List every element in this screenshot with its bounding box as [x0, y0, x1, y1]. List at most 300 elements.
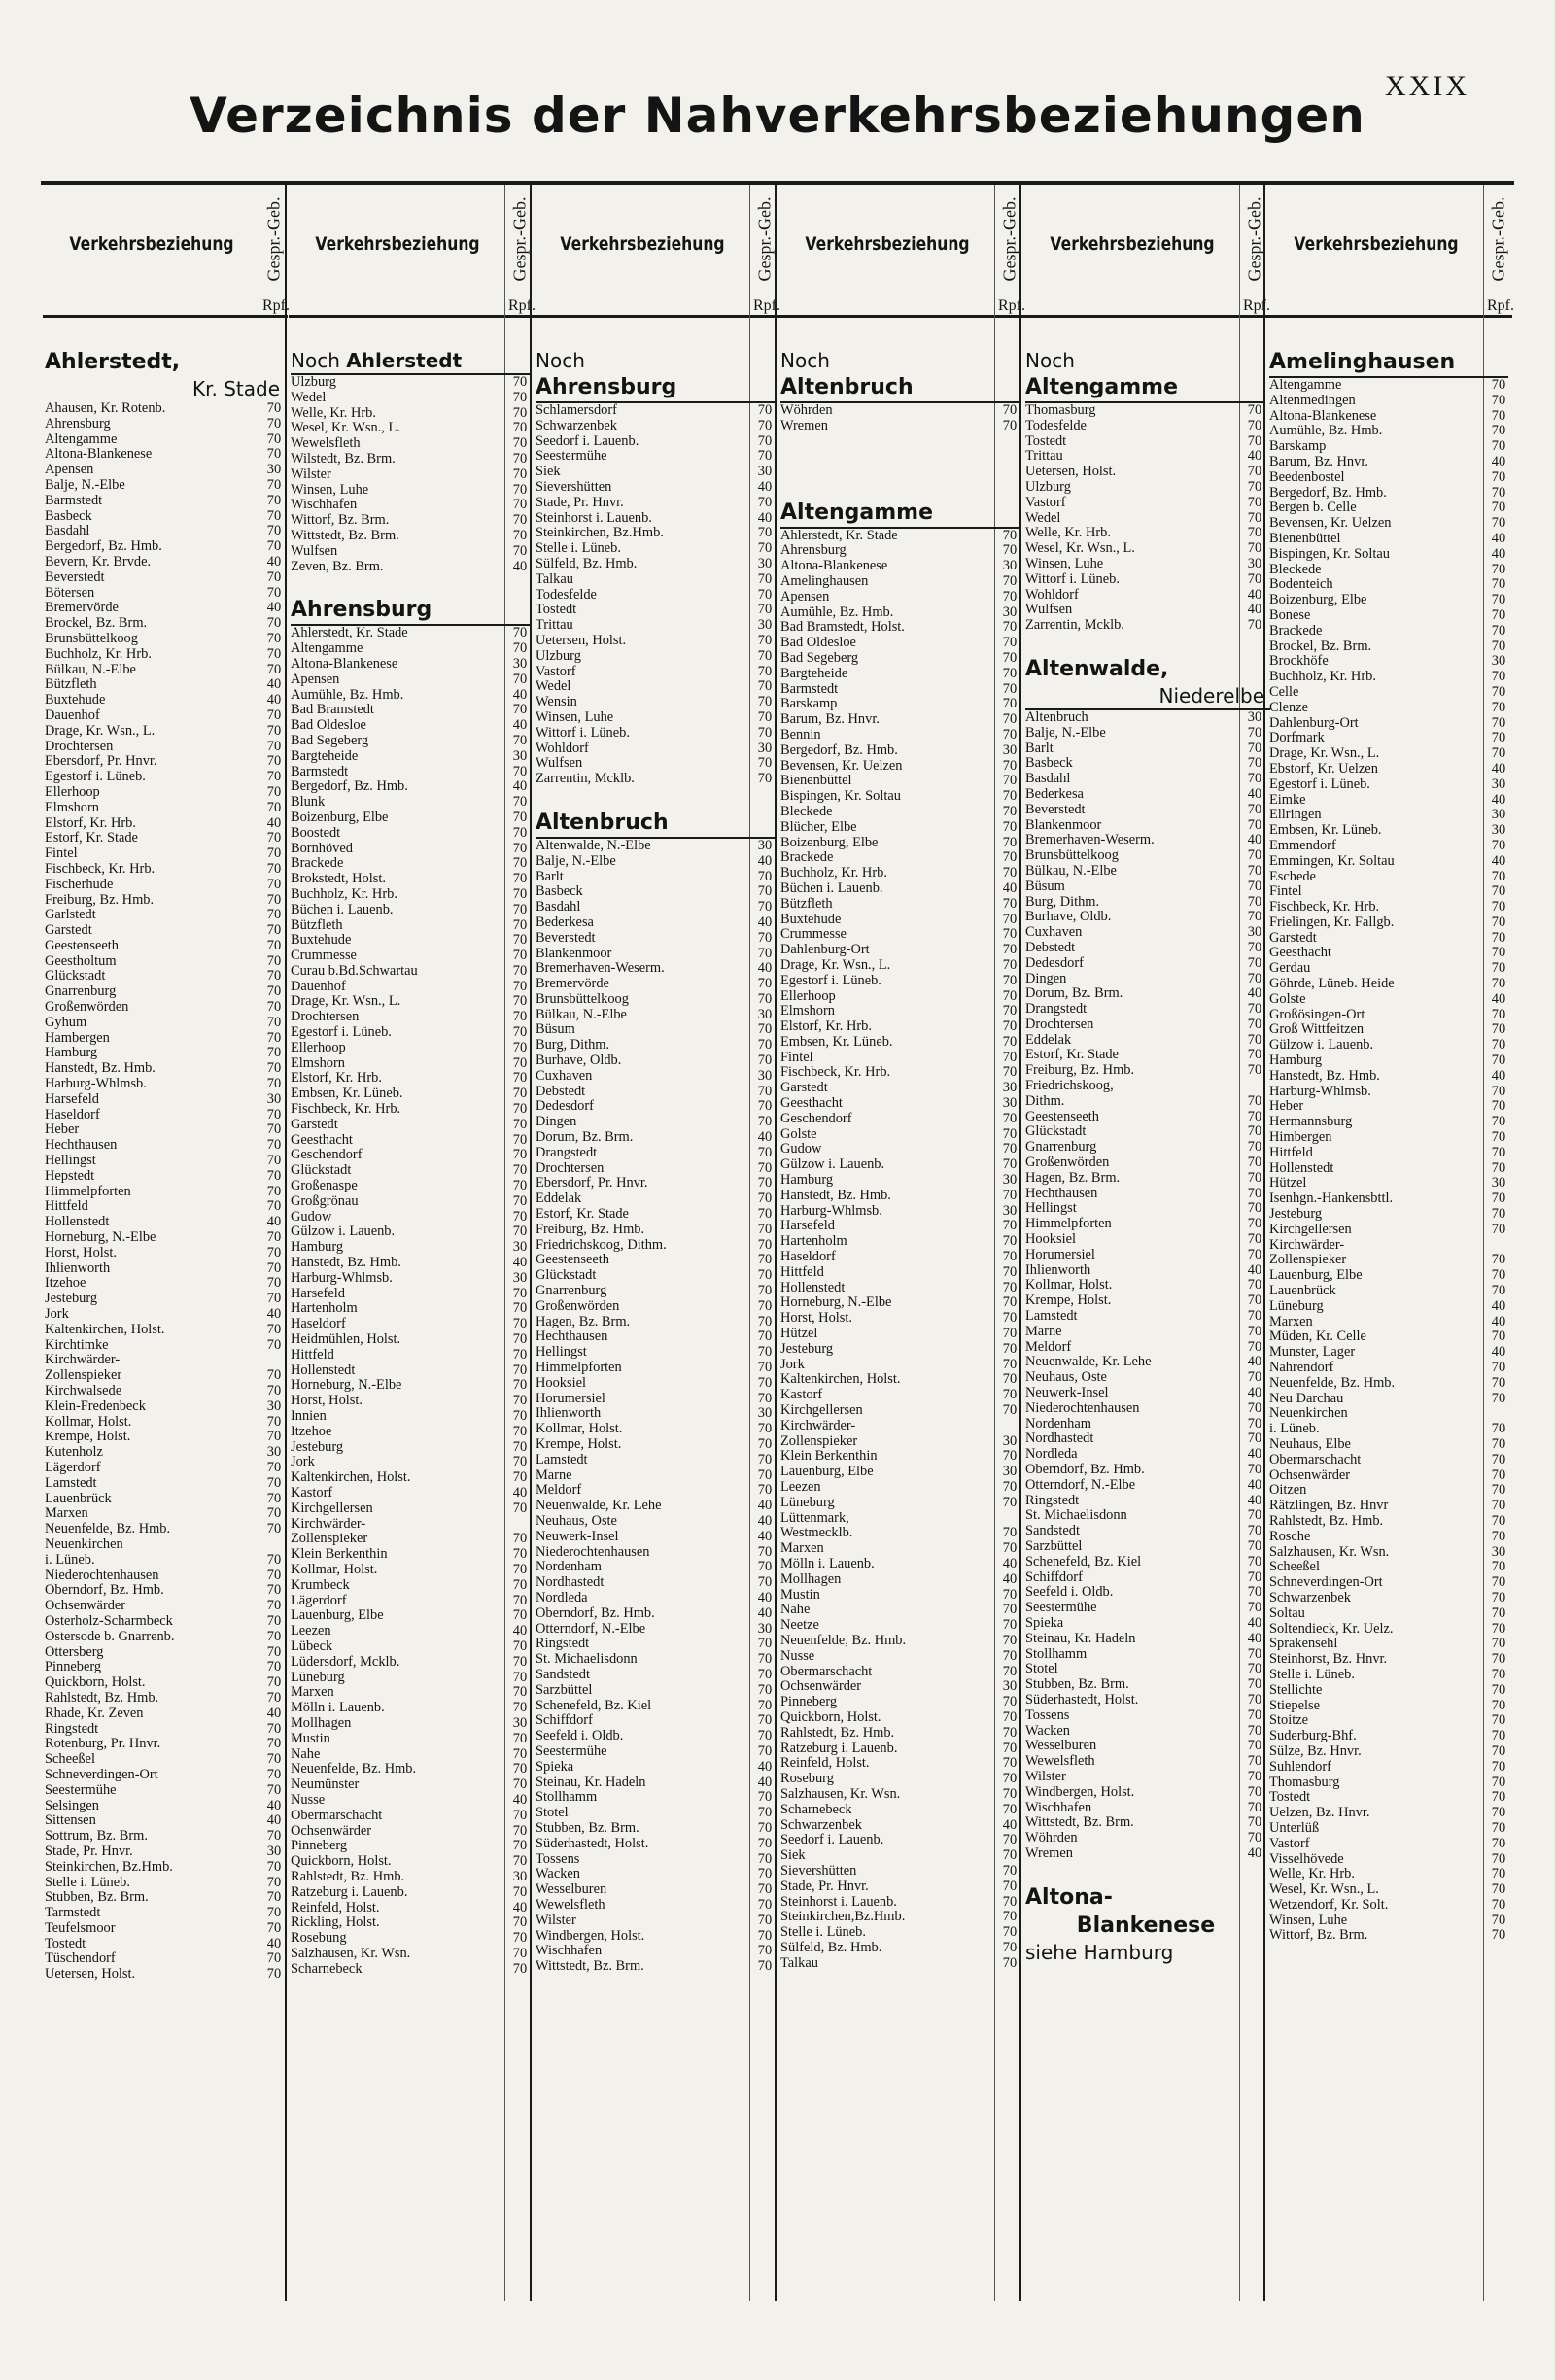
destination-name: Großenaspe [291, 1179, 358, 1194]
destination-name: Gülzow i. Lauenb. [1269, 1038, 1374, 1053]
destination-name: Wewelsfleth [1025, 1754, 1095, 1770]
list-item [1269, 1898, 1510, 1914]
list-item [536, 1606, 777, 1622]
place-subheading: Kr. Stade [191, 377, 280, 400]
list-item [1025, 557, 1266, 572]
fee-value: 40 [757, 852, 773, 869]
list-item [1025, 1815, 1266, 1831]
destination-name: Neuhaus, Oste [1025, 1370, 1107, 1386]
list-item [45, 693, 286, 708]
fee-value: 70 [757, 1236, 773, 1253]
directory-column [780, 348, 1021, 1972]
fee-value: 70 [1002, 1847, 1018, 1864]
destination-name: Zarrentin, Mcklb. [536, 772, 635, 787]
list-item [1269, 1776, 1510, 1791]
list-item [780, 1449, 1021, 1465]
destination-name: Apensen [291, 672, 340, 687]
destination-name: Heber [45, 1122, 80, 1138]
fee-value: 40 [757, 914, 773, 930]
destination-name: Lägerdorf [291, 1593, 347, 1608]
fee-value: 70 [1491, 1451, 1506, 1467]
destination-name: Apensen [45, 463, 94, 478]
destination-name: Brunsbüttelkoog [536, 991, 629, 1007]
fee-value: 40 [1247, 586, 1262, 603]
list-item [291, 795, 532, 811]
list-item [45, 1445, 286, 1461]
fee-value: 70 [757, 570, 773, 587]
fee-value: 30 [757, 617, 773, 634]
destination-name: Wischhafen [291, 498, 358, 513]
list-item [1025, 1846, 1266, 1862]
list-item [1269, 593, 1510, 608]
list-item [45, 754, 286, 770]
destination-name: Buchholz, Kr. Hrb. [780, 866, 887, 881]
destination-name: Kirchtimke [45, 1337, 109, 1353]
fee-value: 70 [1491, 1636, 1506, 1652]
list-item [1025, 1187, 1266, 1202]
destination-name: Barum, Bz. Hnvr. [1269, 454, 1368, 469]
list-item [45, 1967, 286, 1983]
destination-name: Bonese [1269, 607, 1311, 623]
destination-name: Rosebung [291, 1931, 347, 1947]
destination-name: Dorfmark [1269, 731, 1325, 746]
fee-value: 70 [266, 999, 282, 1016]
list-item [780, 850, 1021, 866]
list-item [780, 1880, 1021, 1895]
fee-value: 70 [266, 1413, 282, 1430]
fee-value: 70 [512, 640, 528, 657]
fee-value: 70 [266, 538, 282, 555]
fee-value: 70 [266, 1612, 282, 1629]
unit-label: Rpf. [1487, 297, 1514, 314]
fee-value: 70 [1247, 740, 1262, 756]
list-item [1269, 439, 1510, 455]
fee-value: 70 [757, 1466, 773, 1483]
fee-value: 40 [1247, 832, 1262, 848]
fee-value: 70 [1247, 1323, 1262, 1339]
destination-name: Steinau, Kr. Hadeln [536, 1775, 646, 1790]
destination-name: Elmshorn [780, 1004, 835, 1019]
fee-value: 70 [1491, 1835, 1506, 1851]
fee-value: 70 [1491, 407, 1506, 424]
fee-value: 70 [757, 1896, 773, 1913]
fee-value: 70 [1247, 1600, 1262, 1616]
column-header-label: Verkehrsbeziehung [805, 233, 970, 255]
fee-value: 70 [266, 707, 282, 723]
list-item [780, 1925, 1021, 1941]
fee-value: 70 [512, 542, 528, 559]
list-item [291, 1240, 532, 1256]
fee-value: 30 [757, 1067, 773, 1084]
fee-value: 70 [512, 901, 528, 917]
destination-name: Basdahl [1025, 772, 1071, 787]
destination-name: Winsen, Luhe [536, 709, 614, 725]
list-item [291, 688, 532, 704]
fee-value: 70 [1247, 816, 1262, 833]
destination-name: Stoitze [1269, 1713, 1308, 1729]
fee-value: 70 [1002, 942, 1018, 958]
list-item [1269, 1668, 1510, 1683]
destination-name: Fischbeck, Kr. Hrb. [780, 1065, 891, 1081]
list-item [45, 1016, 286, 1031]
fee-value: 70 [1002, 1771, 1018, 1787]
list-item [1269, 1806, 1510, 1821]
fee-value: 70 [757, 1712, 773, 1729]
list-item [1269, 777, 1510, 793]
list-item [1269, 1146, 1510, 1161]
destination-name: Geschendorf [291, 1148, 363, 1163]
list-item [291, 1224, 532, 1240]
destination-name: Scharnebeck [291, 1961, 363, 1977]
fee-value: 70 [512, 1930, 528, 1947]
destination-name: Elstorf, Kr. Hrb. [291, 1071, 382, 1087]
fee-value: 30 [1247, 924, 1262, 941]
fee-value: 70 [1247, 1293, 1262, 1309]
list-item [1025, 1494, 1266, 1509]
destination-name: Bispingen, Kr. Soltau [1269, 546, 1390, 562]
list-item [1269, 1867, 1510, 1882]
fee-value: 70 [266, 415, 282, 431]
fee-value: 70 [266, 1567, 282, 1583]
destination-name: Hanstedt, Bz. Hmb. [780, 1188, 891, 1203]
destination-name: Glückstadt [291, 1163, 352, 1179]
list-item [291, 1470, 532, 1486]
fee-value: 70 [757, 1283, 773, 1299]
fee-value: 70 [757, 1636, 773, 1652]
fee-value: 40 [757, 1604, 773, 1621]
list-item [45, 1752, 286, 1768]
list-item [1025, 848, 1266, 864]
list-item [1269, 685, 1510, 701]
list-item [1269, 639, 1510, 655]
destination-name: Klein Berkenthin [780, 1449, 878, 1465]
fee-value: 70 [266, 1751, 282, 1768]
fee-value: 70 [1491, 1435, 1506, 1452]
destination-name: Dorum, Bz. Brm. [536, 1130, 634, 1146]
destination-name: Sandstedt [536, 1667, 590, 1682]
destination-name: Sarzbüttel [1025, 1538, 1083, 1554]
destination-name: Harsefeld [45, 1091, 99, 1107]
list-item [291, 1118, 532, 1133]
fee-value: 70 [266, 1628, 282, 1644]
list-item [291, 1671, 532, 1686]
fee-value: 70 [1002, 1494, 1018, 1510]
destination-name: Hechthausen [45, 1138, 118, 1154]
destination-name: Marxen [291, 1685, 334, 1701]
list-item [45, 939, 286, 954]
place-heading: Ahrensburg [291, 596, 530, 626]
spacer [536, 787, 777, 809]
list-item [780, 1434, 1021, 1450]
fee-value: 70 [1491, 1604, 1506, 1621]
list-item [536, 526, 777, 541]
fee-value: 70 [1491, 929, 1506, 946]
fee-value: 70 [266, 1014, 282, 1030]
list-item [536, 1437, 777, 1453]
reference-note: siehe Hamburg [1025, 1940, 1174, 1964]
fee-value: 30 [757, 1620, 773, 1637]
list-item [536, 1085, 777, 1100]
fee-header-label: Gespr.-Geb. [1488, 196, 1508, 282]
destination-name: Sandstedt [1025, 1524, 1080, 1539]
fee-value: 30 [1247, 555, 1262, 571]
directory-column [291, 348, 532, 1977]
fee-value: 70 [1247, 1338, 1262, 1355]
list-item [45, 1199, 286, 1215]
fee-value: 70 [1491, 1390, 1506, 1406]
list-item [780, 1695, 1021, 1710]
destination-name: Hützel [1269, 1176, 1307, 1191]
list-item [536, 1345, 777, 1361]
list-item [291, 826, 532, 842]
fee-value: 70 [1491, 837, 1506, 853]
fee-value: 70 [1002, 1663, 1018, 1679]
list-item [45, 984, 286, 1000]
fee-value: 40 [1002, 1555, 1018, 1571]
destination-name: Rahlstedt, Bz. Hmb. [1269, 1513, 1384, 1529]
destination-name: Rahlstedt, Bz. Hmb. [45, 1690, 159, 1706]
list-item [45, 401, 286, 417]
destination-name: Innien [291, 1409, 327, 1424]
destination-name: Mölln i. Lauenb. [291, 1701, 385, 1716]
destination-name: Harburg-Whlmsb. [1269, 1084, 1371, 1099]
fee-value: 70 [1002, 987, 1018, 1004]
fee-value: 70 [1247, 1016, 1262, 1032]
destination-name: Dedesdorf [1025, 955, 1084, 971]
destination-name: Nahe [291, 1746, 321, 1762]
destination-name: Marxen [1269, 1314, 1313, 1329]
fee-value: 40 [512, 717, 528, 734]
list-item [780, 1710, 1021, 1726]
destination-name: Suhlendorf [1269, 1759, 1331, 1775]
destination-name: Buchholz, Kr. Hrb. [291, 886, 397, 902]
list-item [780, 559, 1021, 574]
list-item [45, 1737, 286, 1752]
destination-name: Buchholz, Kr. Hrb. [45, 646, 152, 662]
destination-name: Wittorf i. Lüneb. [1025, 571, 1120, 587]
destination-name: Marne [1025, 1324, 1062, 1339]
fee-value: 30 [1002, 604, 1018, 620]
fee-value: 40 [266, 1797, 282, 1813]
destination-name: Clenze [1269, 700, 1308, 715]
fee-value: 70 [1491, 1283, 1506, 1299]
list-item [780, 1772, 1021, 1787]
list-item [780, 1803, 1021, 1818]
fee-value: 70 [1491, 1328, 1506, 1345]
fee-value: 70 [266, 876, 282, 892]
destination-name: Schneverdingen-Ort [45, 1767, 158, 1782]
destination-name: Hanstedt, Bz. Hmb. [45, 1061, 156, 1077]
destination-name: Kollmar, Holst. [45, 1414, 132, 1430]
destination-name: Bargteheide [780, 666, 848, 681]
list-item [1269, 793, 1510, 809]
list-item [1269, 1453, 1510, 1468]
fee-value: 30 [266, 462, 282, 478]
list-item [1025, 880, 1266, 895]
fee-value: 40 [1247, 1492, 1262, 1508]
destination-name: Glückstadt [1025, 1124, 1087, 1140]
destination-name: Lamstedt [1025, 1309, 1078, 1325]
destination-name: Barum, Bz. Hnvr. [780, 712, 880, 728]
fee-value: 40 [757, 1129, 773, 1146]
destination-name: Ulzburg [536, 648, 581, 664]
destination-name: Nusse [780, 1648, 815, 1664]
destination-name: Lauenbrück [1269, 1284, 1336, 1299]
fee-value: 70 [1247, 1415, 1262, 1431]
fee-value: 70 [757, 1666, 773, 1682]
fee-value: 70 [266, 1459, 282, 1475]
fee-value: 70 [1491, 899, 1506, 915]
list-item [45, 1660, 286, 1675]
list-item [45, 1108, 286, 1123]
destination-name: Lamstedt [536, 1452, 588, 1467]
destination-name: Drage, Kr. Wsn., L. [1269, 746, 1380, 762]
list-item [536, 1944, 777, 1959]
destination-name: Bülkau, N.-Elbe [536, 1007, 627, 1022]
destination-name: Marxen [45, 1506, 88, 1522]
fee-value: 70 [757, 1098, 773, 1115]
fee-value: 70 [512, 840, 528, 856]
destination-name: Gnarrenburg [45, 984, 117, 1000]
destination-name: Welle, Kr. Hrb. [1025, 526, 1111, 541]
destination-name: Wittorf, Bz. Brm. [1269, 1928, 1368, 1944]
destination-name: Himmelpforten [536, 1361, 622, 1376]
fee-value: 70 [1247, 1507, 1262, 1524]
fee-value: 70 [1491, 1912, 1506, 1928]
destination-name: Wedel [291, 390, 327, 405]
fee-value: 70 [1247, 1047, 1262, 1063]
fee-value: 70 [1247, 464, 1262, 480]
fee-value: 40 [1247, 602, 1262, 618]
destination-name: Barskamp [780, 697, 838, 712]
list-item [1269, 1729, 1510, 1744]
column-header-label: Verkehrsbeziehung [315, 233, 480, 255]
destination-name: Niederochtenhausen [45, 1568, 159, 1583]
destination-name: Drangstedt [536, 1145, 598, 1160]
fee-value: 70 [757, 525, 773, 541]
list-item [45, 601, 286, 616]
list-item [1269, 1315, 1510, 1330]
destination-name: Ahausen, Kr. Rotenb. [45, 401, 166, 416]
list-item [536, 1744, 777, 1760]
fee-value: 70 [1247, 432, 1262, 449]
list-item [780, 1480, 1021, 1496]
fee-value: 70 [266, 1781, 282, 1798]
list-item [536, 1329, 777, 1345]
directory-column [1025, 348, 1266, 1965]
destination-name: Krempe, Holst. [1025, 1293, 1112, 1309]
list-item [1025, 603, 1266, 618]
list-item [780, 743, 1021, 759]
list-item [780, 958, 1021, 974]
fee-value: 70 [1491, 1697, 1506, 1713]
destination-name: Hellingst [45, 1154, 96, 1169]
list-item [45, 1492, 286, 1507]
list-item [291, 1532, 532, 1547]
list-item [45, 1860, 286, 1876]
fee-value: 70 [1491, 1819, 1506, 1836]
list-item [45, 447, 286, 463]
fee-value: 40 [1491, 1067, 1506, 1084]
list-item [536, 434, 777, 450]
destination-name: Nordleda [536, 1590, 588, 1605]
destination-name: Hollenstedt [45, 1215, 110, 1230]
list-item [1025, 1156, 1266, 1171]
destination-name: Neuenfelde, Bz. Hmb. [291, 1762, 417, 1777]
destination-name: Eddelak [536, 1191, 582, 1207]
destination-name: Obermarschacht [780, 1664, 873, 1679]
destination-name: Geesthacht [780, 1096, 843, 1112]
fee-value: 70 [266, 1383, 282, 1398]
list-item [780, 1756, 1021, 1772]
list-item [45, 524, 286, 539]
fee-value: 70 [757, 1805, 773, 1821]
destination-name: Talkau [536, 571, 573, 587]
destination-name: Egestorf i. Lüneb. [291, 1025, 392, 1041]
list-item [780, 1372, 1021, 1388]
fee-value: 40 [757, 1498, 773, 1514]
list-item [536, 465, 777, 480]
list-item [1025, 1370, 1266, 1386]
fee-value: 70 [1491, 714, 1506, 731]
destination-name: Bergedorf, Bz. Hmb. [291, 779, 408, 795]
fee-header-label: Gespr.-Geb. [509, 196, 530, 282]
fee-value: 70 [1491, 377, 1506, 393]
destination-name: Salzhausen, Kr. Wsn. [780, 1786, 901, 1802]
fee-value: 70 [1247, 954, 1262, 971]
destination-name: Wohldorf [536, 741, 589, 756]
fee-value: 40 [512, 558, 528, 574]
fee-value: 70 [757, 1360, 773, 1376]
destination-name: Buchholz, Kr. Hrb. [1269, 670, 1376, 685]
destination-name: Balje, N.-Elbe [536, 853, 616, 869]
destination-name: Hamburg [291, 1240, 344, 1256]
fee-value: 70 [1247, 1123, 1262, 1140]
fee-value: 30 [512, 1269, 528, 1286]
fee-value: 70 [266, 1429, 282, 1445]
fee-value: 70 [266, 860, 282, 877]
list-item [1269, 1821, 1510, 1837]
destination-name: Visselhövede [1269, 1851, 1344, 1867]
destination-name: Kaltenkirchen, Holst. [45, 1322, 165, 1337]
list-item [780, 605, 1021, 621]
fee-value: 30 [757, 837, 773, 853]
fee-value: 70 [512, 732, 528, 748]
list-item [45, 1876, 286, 1891]
fee-value: 70 [266, 1367, 282, 1384]
destination-name: Sievershütten [536, 479, 612, 495]
fee-value: 40 [1247, 1354, 1262, 1370]
destination-name: Freiburg, Bz. Hmb. [45, 892, 155, 908]
destination-name: Talkau [780, 1955, 818, 1971]
fee-value: 30 [512, 655, 528, 672]
list-item [1269, 470, 1510, 486]
list-item [1269, 608, 1510, 624]
fee-value: 70 [1002, 711, 1018, 728]
fee-value: 70 [512, 1423, 528, 1439]
fee-value: 70 [1491, 868, 1506, 884]
fee-value: 70 [266, 400, 282, 416]
list-item [1025, 1033, 1266, 1049]
destination-name: Freiburg, Bz. Hmb. [1025, 1063, 1135, 1079]
destination-name: Ihlienworth [536, 1406, 602, 1422]
fee-value: 40 [1491, 760, 1506, 776]
destination-name: Harsefeld [291, 1286, 345, 1301]
list-item [45, 740, 286, 755]
list-item [1269, 1637, 1510, 1652]
fee-value: 70 [1491, 1789, 1506, 1806]
destination-name: Stotel [1025, 1662, 1058, 1677]
